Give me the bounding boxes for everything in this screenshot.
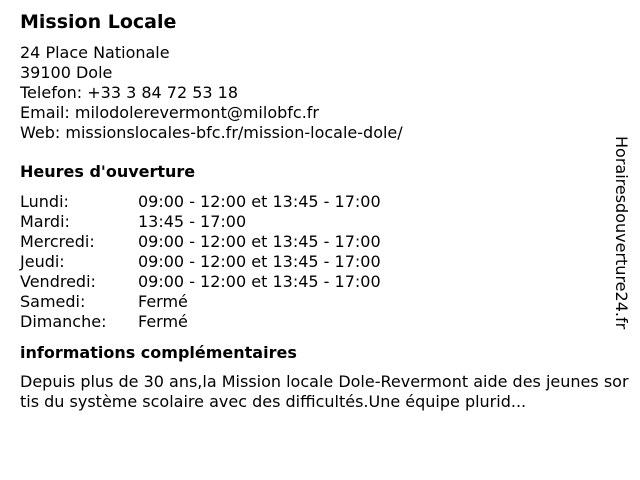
additional-info-heading: informations complémentaires [20,343,297,362]
day-label: Mercredi: [20,232,95,251]
time-value: Fermé [138,312,188,331]
city-address: 39100 Dole [20,63,113,82]
hours-row-tuesday [20,212,620,232]
hours-row-monday [20,192,620,212]
day-label: Lundi: [20,192,69,211]
day-label: Vendredi: [20,272,96,291]
day-label: Dimanche: [20,312,107,331]
day-label: Jeudi: [20,252,65,271]
hours-row-sunday [20,312,620,332]
phone-number: Telefon: +33 3 84 72 53 18 [20,83,239,102]
time-value: 13:45 - 17:00 [138,212,247,231]
day-label: Mardi: [20,212,70,231]
opening-hours-heading: Heures d'ouverture [20,162,196,181]
opening-hours-table [20,192,620,332]
site-watermark: Horairesdouverture24.fr [612,136,631,330]
time-value: 09:00 - 12:00 et 13:45 - 17:00 [138,232,381,251]
email-address: Email: milodolerevermont@milobfc.fr [20,103,319,122]
website-address: Web: missionslocales-bfc.fr/mission-locale-dole/ [20,123,403,142]
description-text: Depuis plus de 30 ans,la Mission locale Dole-Revermont aide des jeunes sortis du système scolaire avec des difficultés.Une équipe plurid... [20,372,629,411]
hours-row-saturday [20,292,620,312]
hours-row-wednesday [20,232,620,252]
hours-row-thursday [20,252,620,272]
time-value: 09:00 - 12:00 et 13:45 - 17:00 [138,272,381,291]
hours-row-friday [20,272,620,292]
time-value: Fermé [138,292,188,311]
street-address: 24 Place Nationale [20,43,170,62]
page-title: Mission Locale [20,11,177,33]
time-value: 09:00 - 12:00 et 13:45 - 17:00 [138,252,381,271]
day-label: Samedi: [20,292,86,311]
time-value: 09:00 - 12:00 et 13:45 - 17:00 [138,192,381,211]
address-block [20,43,620,143]
